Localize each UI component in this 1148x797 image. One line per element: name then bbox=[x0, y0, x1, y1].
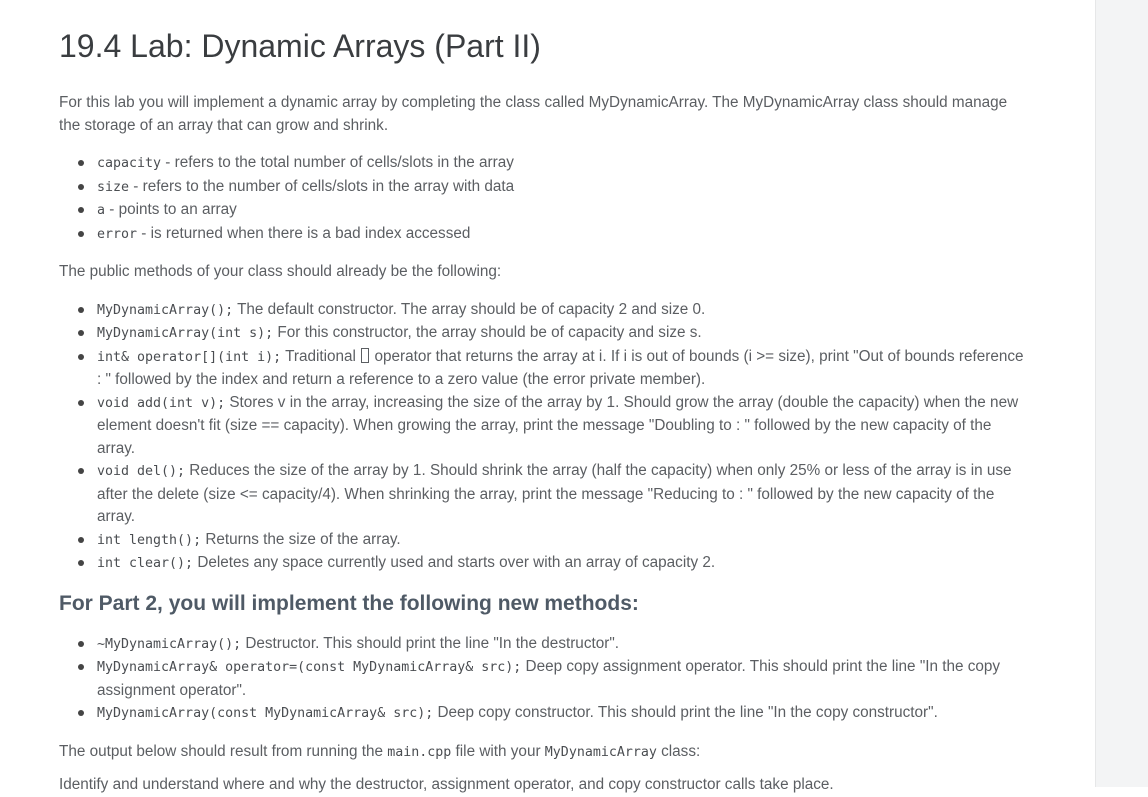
identify-note: Identify and understand where and why the destructor, assignment operator, and copy constructor calls take place. bbox=[59, 776, 834, 793]
new-methods-list bbox=[59, 633, 1029, 726]
list-item: error - is returned when there is a bad index accessed bbox=[97, 223, 1029, 247]
list-item: int length(); Returns the size of the array. bbox=[97, 529, 1029, 553]
list-item: capacity - refers to the total number of cells/slots in the array bbox=[97, 152, 1029, 176]
code-size: size bbox=[97, 179, 130, 195]
intro-paragraph: For this lab you will implement a dynamic array by completing the class called MyDynamicArray. The MyDynamicArray class should manage the storage of an array that can grow and shrink. bbox=[59, 94, 1008, 134]
list-item: a - points to an array bbox=[97, 199, 1029, 223]
list-item: void del(); Reduces the size of the array by 1. Should shrink the array (half the capacity) when only 25% or less of the array is in use after the delete (size <= capacity/4). When shrinking the array, print the message "Reducing to : " followed by the new capacity of the array. bbox=[97, 460, 1029, 529]
list-item: void add(int v); Stores v in the array, increasing the size of the array by 1. Should grow the array (double the capacity) when the new element doesn't fit (size == capacity). When growing the array, print the message "Doubling to : " followed by the new capacity of the array. bbox=[97, 392, 1029, 461]
member-list bbox=[59, 152, 1029, 246]
output-note: The output below should result from running the main.cpp file with your MyDynamicArray class: bbox=[59, 742, 701, 760]
code-error: error bbox=[97, 226, 138, 242]
public-methods-list bbox=[59, 299, 1029, 576]
code-capacity: capacity bbox=[97, 156, 162, 171]
public-methods-intro: The public methods of your class should already be the following: bbox=[59, 263, 502, 280]
right-sidebar bbox=[1095, 0, 1148, 787]
code-class-name: MyDynamicArray bbox=[544, 744, 657, 760]
list-item: ~MyDynamicArray(); Destructor. This should print the line "In the destructor". bbox=[97, 633, 1029, 657]
list-item: MyDynamicArray(int s); For this constructor, the array should be of capacity and size s. bbox=[97, 322, 1029, 346]
part2-heading: For Part 2, you will implement the following new methods: bbox=[59, 591, 639, 615]
list-item: MyDynamicArray(); The default constructor. The array should be of capacity 2 and size 0. bbox=[97, 299, 1029, 323]
bracket-glyph-icon bbox=[361, 348, 369, 363]
code-main-cpp: main.cpp bbox=[387, 744, 452, 760]
list-item: size - refers to the number of cells/slots in the array with data bbox=[97, 176, 1029, 200]
list-item: int clear(); Deletes any space currently used and starts over with an array of capacity 2. bbox=[97, 552, 1029, 576]
list-item: MyDynamicArray& operator=(const MyDynamicArray& src); Deep copy assignment operator. This should print the line "In the copy assignment operator". bbox=[97, 656, 1029, 702]
page-title: 19.4 Lab: Dynamic Arrays (Part II) bbox=[59, 28, 541, 64]
code-a: a bbox=[97, 203, 106, 218]
list-item: int& operator[](int i); Traditional operator that returns the array at i. If i is out of bounds (i >= size), print "Out of bounds reference : " followed by the index and return a reference to a zero value (the error private member). bbox=[97, 346, 1029, 392]
lab-content bbox=[59, 28, 1029, 797]
list-item: MyDynamicArray(const MyDynamicArray& src); Deep copy constructor. This should print the line "In the copy constructor". bbox=[97, 702, 1029, 726]
